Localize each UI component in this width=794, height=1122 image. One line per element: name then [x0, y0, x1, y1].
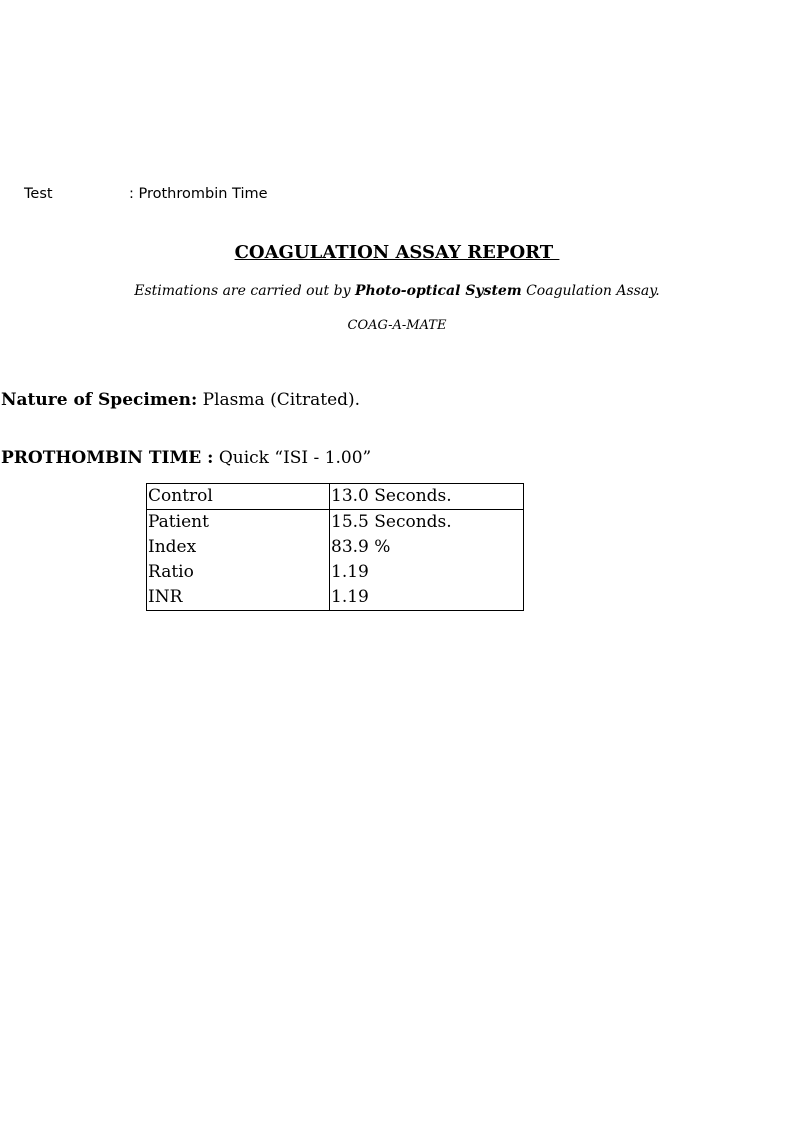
- row-label: Control: [147, 484, 330, 509]
- table-row-patient: [147, 510, 523, 535]
- estimation-prefix: Estimations are carried out by: [134, 283, 355, 299]
- estimation-suffix: Coagulation Assay.: [521, 283, 660, 299]
- estimation-method: [0, 282, 794, 300]
- row-value: 1.19: [331, 587, 369, 607]
- table-row-ratio: [147, 560, 523, 585]
- table-row-control: [147, 484, 523, 510]
- test-field: [24, 185, 268, 203]
- test-value: : Prothrombin Time: [129, 186, 268, 202]
- row-value: 83.9 %: [331, 537, 391, 557]
- prothrombin-time-line: [1, 447, 371, 469]
- report-title: COAGULATION ASSAY REPORT: [234, 242, 560, 263]
- row-value: 13.0 Seconds.: [331, 486, 452, 506]
- device-name: COAG-A-MATE: [347, 318, 447, 333]
- estimation-system: Photo-optical System: [354, 283, 522, 299]
- prothrombin-time-label: PROTHOMBIN TIME :: [1, 448, 214, 468]
- row-value: 1.19: [331, 562, 369, 582]
- row-label: Index: [147, 535, 330, 560]
- prothrombin-time-value: Quick “ISI - 1.00”: [213, 448, 372, 468]
- test-label: Test: [24, 186, 53, 202]
- row-label: Patient: [147, 510, 330, 535]
- row-label: Ratio: [147, 560, 330, 585]
- table-row-index: [147, 535, 523, 560]
- specimen-line: [1, 389, 360, 411]
- results-table: [146, 483, 524, 611]
- row-label: INR: [147, 585, 330, 610]
- row-value: 15.5 Seconds.: [331, 512, 452, 532]
- specimen-label: Nature of Specimen:: [1, 390, 198, 410]
- table-row-inr: [147, 585, 523, 610]
- specimen-value: Plasma (Citrated).: [197, 390, 361, 410]
